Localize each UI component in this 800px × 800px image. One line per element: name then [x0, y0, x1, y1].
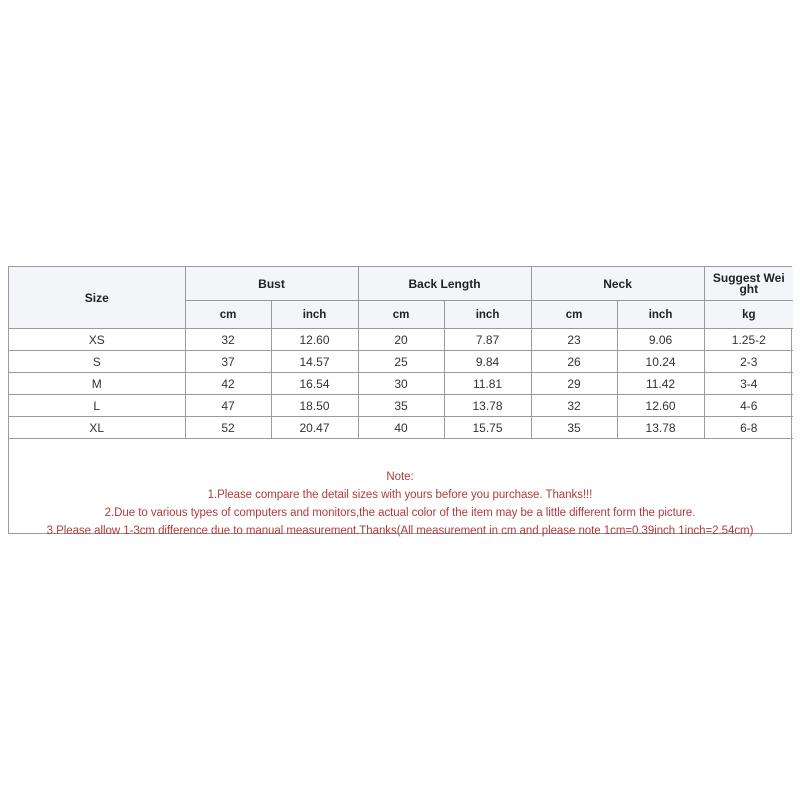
unit-weight-kg: kg [704, 301, 793, 329]
cell-neck-cm: 23 [531, 329, 617, 351]
note-line-3: 3.Please allow 1-3cm difference due to manual measurement.Thanks(All measurement in cm and please note 1cm=0.39inch 1inch=2.54cm) [46, 525, 754, 537]
table-row [9, 351, 793, 373]
cell-back-cm: 25 [358, 351, 444, 373]
cell-neck-inch: 11.42 [617, 373, 704, 395]
cell-bust-cm: 32 [185, 329, 271, 351]
cell-bust-inch: 12.60 [271, 329, 358, 351]
cell-back-inch: 13.78 [444, 395, 531, 417]
size-chart [8, 266, 792, 537]
header-bust: Bust [185, 267, 358, 301]
cell-back-inch: 7.87 [444, 329, 531, 351]
cell-size: L [9, 395, 185, 417]
table-row [9, 395, 793, 417]
cell-bust-cm: 52 [185, 417, 271, 439]
note-title: Note: [386, 471, 414, 483]
cell-back-inch: 9.84 [444, 351, 531, 373]
cell-bust-inch: 16.54 [271, 373, 358, 395]
cell-neck-cm: 26 [531, 351, 617, 373]
cell-back-inch: 15.75 [444, 417, 531, 439]
cell-neck-inch: 10.24 [617, 351, 704, 373]
cell-size: M [9, 373, 185, 395]
unit-neck-cm: cm [531, 301, 617, 329]
notes-block [9, 439, 791, 540]
header-neck: Neck [531, 267, 704, 301]
size-table [9, 267, 793, 439]
cell-neck-inch: 12.60 [617, 395, 704, 417]
cell-weight-kg: 1.25-2 [704, 329, 793, 351]
header-size: Size [9, 267, 185, 329]
cell-neck-cm: 32 [531, 395, 617, 417]
cell-neck-inch: 13.78 [617, 417, 704, 439]
cell-back-cm: 20 [358, 329, 444, 351]
unit-back-inch: inch [444, 301, 531, 329]
unit-bust-inch: inch [271, 301, 358, 329]
cell-neck-cm: 35 [531, 417, 617, 439]
cell-neck-inch: 9.06 [617, 329, 704, 351]
cell-bust-cm: 47 [185, 395, 271, 417]
cell-bust-inch: 18.50 [271, 395, 358, 417]
cell-back-inch: 11.81 [444, 373, 531, 395]
cell-weight-kg: 2-3 [704, 351, 793, 373]
cell-bust-inch: 14.57 [271, 351, 358, 373]
cell-weight-kg: 6-8 [704, 417, 793, 439]
cell-size: S [9, 351, 185, 373]
note-line-1: 1.Please compare the detail sizes with yours before you purchase. Thanks!!! [207, 489, 593, 501]
cell-back-cm: 30 [358, 373, 444, 395]
cell-bust-inch: 20.47 [271, 417, 358, 439]
cell-bust-cm: 42 [185, 373, 271, 395]
cell-weight-kg: 3-4 [704, 373, 793, 395]
note-line-2: 2.Due to various types of computers and monitors,the actual color of the item may be a little different form the picture. [104, 507, 696, 519]
cell-bust-cm: 37 [185, 351, 271, 373]
unit-bust-cm: cm [185, 301, 271, 329]
table-row [9, 417, 793, 439]
header-suggest-weight: Suggest Wei ght [704, 267, 793, 301]
unit-neck-inch: inch [617, 301, 704, 329]
cell-weight-kg: 4-6 [704, 395, 793, 417]
header-row-groups [9, 267, 793, 301]
header-back-length: Back Length [358, 267, 531, 301]
unit-back-cm: cm [358, 301, 444, 329]
cell-size: XS [9, 329, 185, 351]
cell-neck-cm: 29 [531, 373, 617, 395]
table-row [9, 373, 793, 395]
cell-back-cm: 40 [358, 417, 444, 439]
cell-back-cm: 35 [358, 395, 444, 417]
cell-size: XL [9, 417, 185, 439]
table-row [9, 329, 793, 351]
